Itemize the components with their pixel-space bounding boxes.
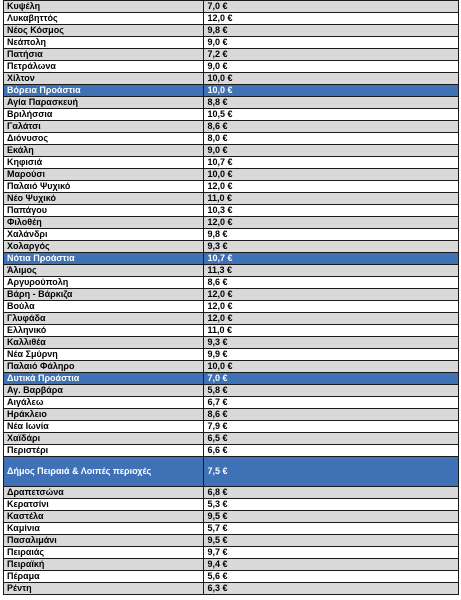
price-cell: 6,8 € (204, 487, 459, 499)
price-cell: 6,6 € (204, 445, 459, 457)
table-row (4, 421, 459, 433)
table-row (4, 325, 459, 337)
price-cell: 9,8 € (204, 229, 459, 241)
area-name-cell: Νέο Ψυχικό (4, 193, 204, 205)
area-name-cell: Χίλτον (4, 73, 204, 85)
area-name-cell: Νέα Ιωνία (4, 421, 204, 433)
area-name-cell: Βούλα (4, 301, 204, 313)
price-cell: 8,6 € (204, 409, 459, 421)
table-row (4, 385, 459, 397)
price-cell: 12,0 € (204, 301, 459, 313)
section-name-cell: Νότια Προάστια (4, 253, 204, 265)
area-name-cell: Εκάλη (4, 145, 204, 157)
area-name-cell: Άλιμος (4, 265, 204, 277)
price-cell: 6,7 € (204, 397, 459, 409)
area-name-cell: Αγ. Βαρβάρα (4, 385, 204, 397)
price-cell: 9,9 € (204, 349, 459, 361)
section-header-row (4, 457, 459, 487)
area-name-cell: Ηράκλειο (4, 409, 204, 421)
area-name-cell: Διόνυσος (4, 133, 204, 145)
table-row (4, 337, 459, 349)
area-name-cell: Πατήσια (4, 49, 204, 61)
price-cell: 6,3 € (204, 583, 459, 595)
price-cell: 9,4 € (204, 559, 459, 571)
price-cell: 8,0 € (204, 133, 459, 145)
area-name-cell: Ρέντη (4, 583, 204, 595)
area-name-cell: Κηφισιά (4, 157, 204, 169)
area-name-cell: Νέος Κόσμος (4, 25, 204, 37)
price-cell: 11,3 € (204, 265, 459, 277)
price-cell: 9,7 € (204, 547, 459, 559)
price-cell: 9,0 € (204, 37, 459, 49)
area-name-cell: Φιλοθέη (4, 217, 204, 229)
table-row (4, 277, 459, 289)
price-cell: 9,3 € (204, 241, 459, 253)
area-name-cell: Πετράλωνα (4, 61, 204, 73)
area-name-cell: Βριλήσσια (4, 109, 204, 121)
table-row (4, 61, 459, 73)
price-cell: 10,3 € (204, 205, 459, 217)
area-name-cell: Χολαργός (4, 241, 204, 253)
area-name-cell: Καστέλα (4, 511, 204, 523)
price-cell: 7,2 € (204, 49, 459, 61)
table-row (4, 433, 459, 445)
section-header-row (4, 85, 459, 97)
table-row (4, 13, 459, 25)
price-cell: 11,0 € (204, 325, 459, 337)
table-row (4, 523, 459, 535)
table-row (4, 559, 459, 571)
table-row (4, 181, 459, 193)
price-cell: 12,0 € (204, 313, 459, 325)
area-name-cell: Αργυρούπολη (4, 277, 204, 289)
table-row (4, 133, 459, 145)
area-name-cell: Χαλάνδρι (4, 229, 204, 241)
section-header-row (4, 253, 459, 265)
area-name-cell: Ελληνικό (4, 325, 204, 337)
area-name-cell: Παλαιό Φάληρο (4, 361, 204, 373)
table-row (4, 157, 459, 169)
area-name-cell: Πέραμα (4, 571, 204, 583)
price-cell: 9,5 € (204, 535, 459, 547)
price-cell: 12,0 € (204, 181, 459, 193)
area-name-cell: Γαλάτσι (4, 121, 204, 133)
section-header-row (4, 373, 459, 385)
area-name-cell: Καλλιθέα (4, 337, 204, 349)
table-row (4, 1, 459, 13)
price-cell: 5,8 € (204, 385, 459, 397)
price-cell: 8,8 € (204, 97, 459, 109)
table-row (4, 121, 459, 133)
area-name-cell: Μαρούσι (4, 169, 204, 181)
table-row (4, 205, 459, 217)
table-row (4, 397, 459, 409)
price-cell: 9,3 € (204, 337, 459, 349)
section-name-cell: Δήμος Πειραιά & Λοιπές περιοχές (4, 457, 204, 487)
area-name-cell: Νεάπολη (4, 37, 204, 49)
price-cell: 8,6 € (204, 277, 459, 289)
area-name-cell: Πειραιάς (4, 547, 204, 559)
price-cell: 10,7 € (204, 157, 459, 169)
area-name-cell: Δραπετσώνα (4, 487, 204, 499)
section-price-cell: 7,0 € (204, 373, 459, 385)
price-cell: 5,7 € (204, 523, 459, 535)
table-row (4, 97, 459, 109)
table-row (4, 499, 459, 511)
table-row (4, 535, 459, 547)
table-row (4, 217, 459, 229)
area-name-cell: Αιγάλεω (4, 397, 204, 409)
table-row (4, 361, 459, 373)
price-cell: 5,6 € (204, 571, 459, 583)
table-row (4, 289, 459, 301)
price-cell: 5,3 € (204, 499, 459, 511)
table-row (4, 583, 459, 595)
table-row (4, 313, 459, 325)
area-name-cell: Αγία Παρασκευή (4, 97, 204, 109)
section-price-cell: 10,0 € (204, 85, 459, 97)
price-cell: 10,0 € (204, 361, 459, 373)
table-row (4, 547, 459, 559)
area-name-cell: Παλαιό Ψυχικό (4, 181, 204, 193)
table-row (4, 571, 459, 583)
table-row (4, 229, 459, 241)
table-row (4, 301, 459, 313)
area-name-cell: Νέα Σμύρνη (4, 349, 204, 361)
price-cell: 9,5 € (204, 511, 459, 523)
table-row (4, 25, 459, 37)
area-name-cell: Κυψέλη (4, 1, 204, 13)
area-name-cell: Κερατσίνι (4, 499, 204, 511)
area-name-cell: Παπάγου (4, 205, 204, 217)
price-cell: 10,0 € (204, 73, 459, 85)
price-cell: 7,0 € (204, 1, 459, 13)
table-row (4, 445, 459, 457)
table-row (4, 49, 459, 61)
section-price-cell: 7,5 € (204, 457, 459, 487)
area-name-cell: Περιστέρι (4, 445, 204, 457)
price-cell: 12,0 € (204, 13, 459, 25)
table-row (4, 169, 459, 181)
price-cell: 8,6 € (204, 121, 459, 133)
price-cell: 10,0 € (204, 169, 459, 181)
table-row (4, 37, 459, 49)
price-cell: 11,0 € (204, 193, 459, 205)
price-cell: 9,8 € (204, 25, 459, 37)
table-row (4, 487, 459, 499)
table-row (4, 109, 459, 121)
table-row (4, 193, 459, 205)
price-cell: 12,0 € (204, 217, 459, 229)
area-name-cell: Πειραϊκή (4, 559, 204, 571)
section-name-cell: Δυτικά Προάστια (4, 373, 204, 385)
price-cell: 7,9 € (204, 421, 459, 433)
area-name-cell: Καμίνια (4, 523, 204, 535)
section-price-cell: 10,7 € (204, 253, 459, 265)
table-row (4, 511, 459, 523)
price-cell: 6,5 € (204, 433, 459, 445)
price-cell: 12,0 € (204, 289, 459, 301)
area-name-cell: Λυκαβηττός (4, 13, 204, 25)
table-row (4, 241, 459, 253)
price-table-sheet (3, 0, 459, 595)
table-row (4, 145, 459, 157)
area-name-cell: Γλυφάδα (4, 313, 204, 325)
table-row (4, 265, 459, 277)
price-cell: 10,5 € (204, 109, 459, 121)
area-name-cell: Πασαλιμάνι (4, 535, 204, 547)
price-cell: 9,0 € (204, 145, 459, 157)
area-name-cell: Χαϊδάρι (4, 433, 204, 445)
table-body (4, 1, 459, 595)
price-cell: 9,0 € (204, 61, 459, 73)
area-price-table (3, 0, 459, 595)
area-name-cell: Βάρη - Βάρκιζα (4, 289, 204, 301)
table-row (4, 409, 459, 421)
table-row (4, 349, 459, 361)
section-name-cell: Βόρεια Προάστια (4, 85, 204, 97)
table-row (4, 73, 459, 85)
